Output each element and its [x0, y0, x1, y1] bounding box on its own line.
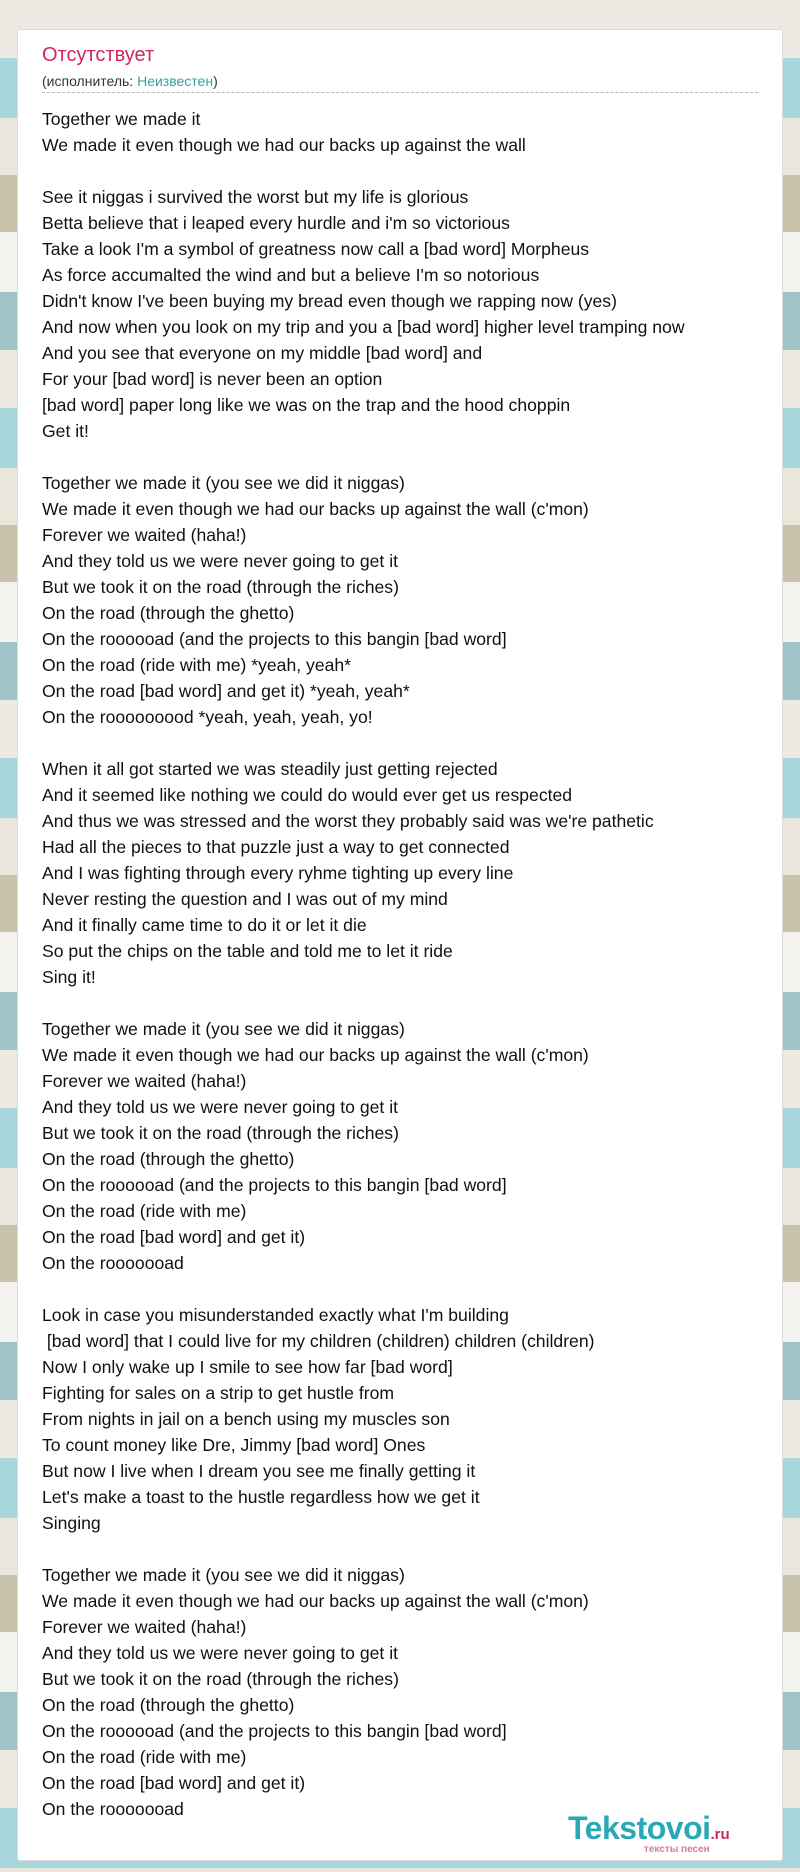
- artist-prefix: (исполнитель:: [42, 73, 138, 89]
- artist-line: [42, 73, 218, 89]
- site-logo[interactable]: [568, 1810, 730, 1855]
- logo-name: Tekstovoi: [568, 1810, 711, 1846]
- lyrics-text: Together we made it We made it even though we had our backs up against the wall See it niggas i survived the worst but my life is glorious Betta believe that i leaped every hurdle and i'm so victorious Take a look I'm a symbol of greatness now call a [bad word] Morpheus As force accumalted the wind and but a believe I'm so notorious Didn't know I've been buying my bread even though we rapping now (yes) And now when you look on my trip and you a [bad word] higher level tramping now And you see that everyone on my middle [bad word] and For your [bad word] is never been an option [bad word] paper long like we was on the trap and the hood choppin Get it! Together we made it (you see we did it niggas) We made it even though we had our backs up against the wall (c'mon) Forever we waited (haha!) And they told us we were never going to get it But we took it on the road (through the riches) On the road (through the ghetto) On the roooooad (and the projects to this bangin [bad word] On the road (ride with me) *yeah, yeah* On the road [bad word] and get it) *yeah, yeah* On the rooooooood *yeah, yeah, yeah, yo! When it all got started we was steadily just getting rejected And it seemed like nothing we could do would ever get us respected And thus we was stressed and the worst they probably said was we're pathetic Had all the pieces to that puzzle just a way to get connected And I was fighting through every ryhme tighting up every line Never resting the question and I was out of my mind And it finally came time to do it or let it die So put the chips on the table and told me to let it ride Sing it! Together we made it (you see we did it niggas) We made it even though we had our backs up against the wall (c'mon) Forever we waited (haha!) And they told us we were never going to get it But we took it on the road (through the riches) On the road (through the ghetto) On the roooooad (and the projects to this bangin [bad word] On the road (ride with me) On the road [bad word] and get it) On the rooooooad Look in case you misunderstanded exactly what I'm building [bad word] that I could live for my children (children) children (children) Now I only wake up I smile to see how far [bad word] Fighting for sales on a strip to get hustle from From nights in jail on a bench using my muscles son To count money like Dre, Jimmy [bad word] Ones But now I live when I dream you see me finally getting it Let's make a toast to the hustle regardless how we get it Singing Together we made it (you see we did it niggas) We made it even though we had our backs up against the wall (c'mon) Forever we waited (haha!) And they told us we were never going to get it But we took it on the road (through the riches) On the road (through the ghetto) On the roooooad (and the projects to this bangin [bad word] On the road (ride with me) On the road [bad word] and get it) On the rooooooad: [42, 109, 685, 1819]
- artist-link[interactable]: Неизвестен: [137, 73, 214, 89]
- artist-suffix: ): [213, 73, 218, 89]
- divider: [42, 92, 758, 93]
- song-title: Отсутствует: [42, 44, 155, 66]
- logo-domain: .ru: [710, 1826, 730, 1843]
- logo-tagline: тексты песен: [643, 1844, 710, 1855]
